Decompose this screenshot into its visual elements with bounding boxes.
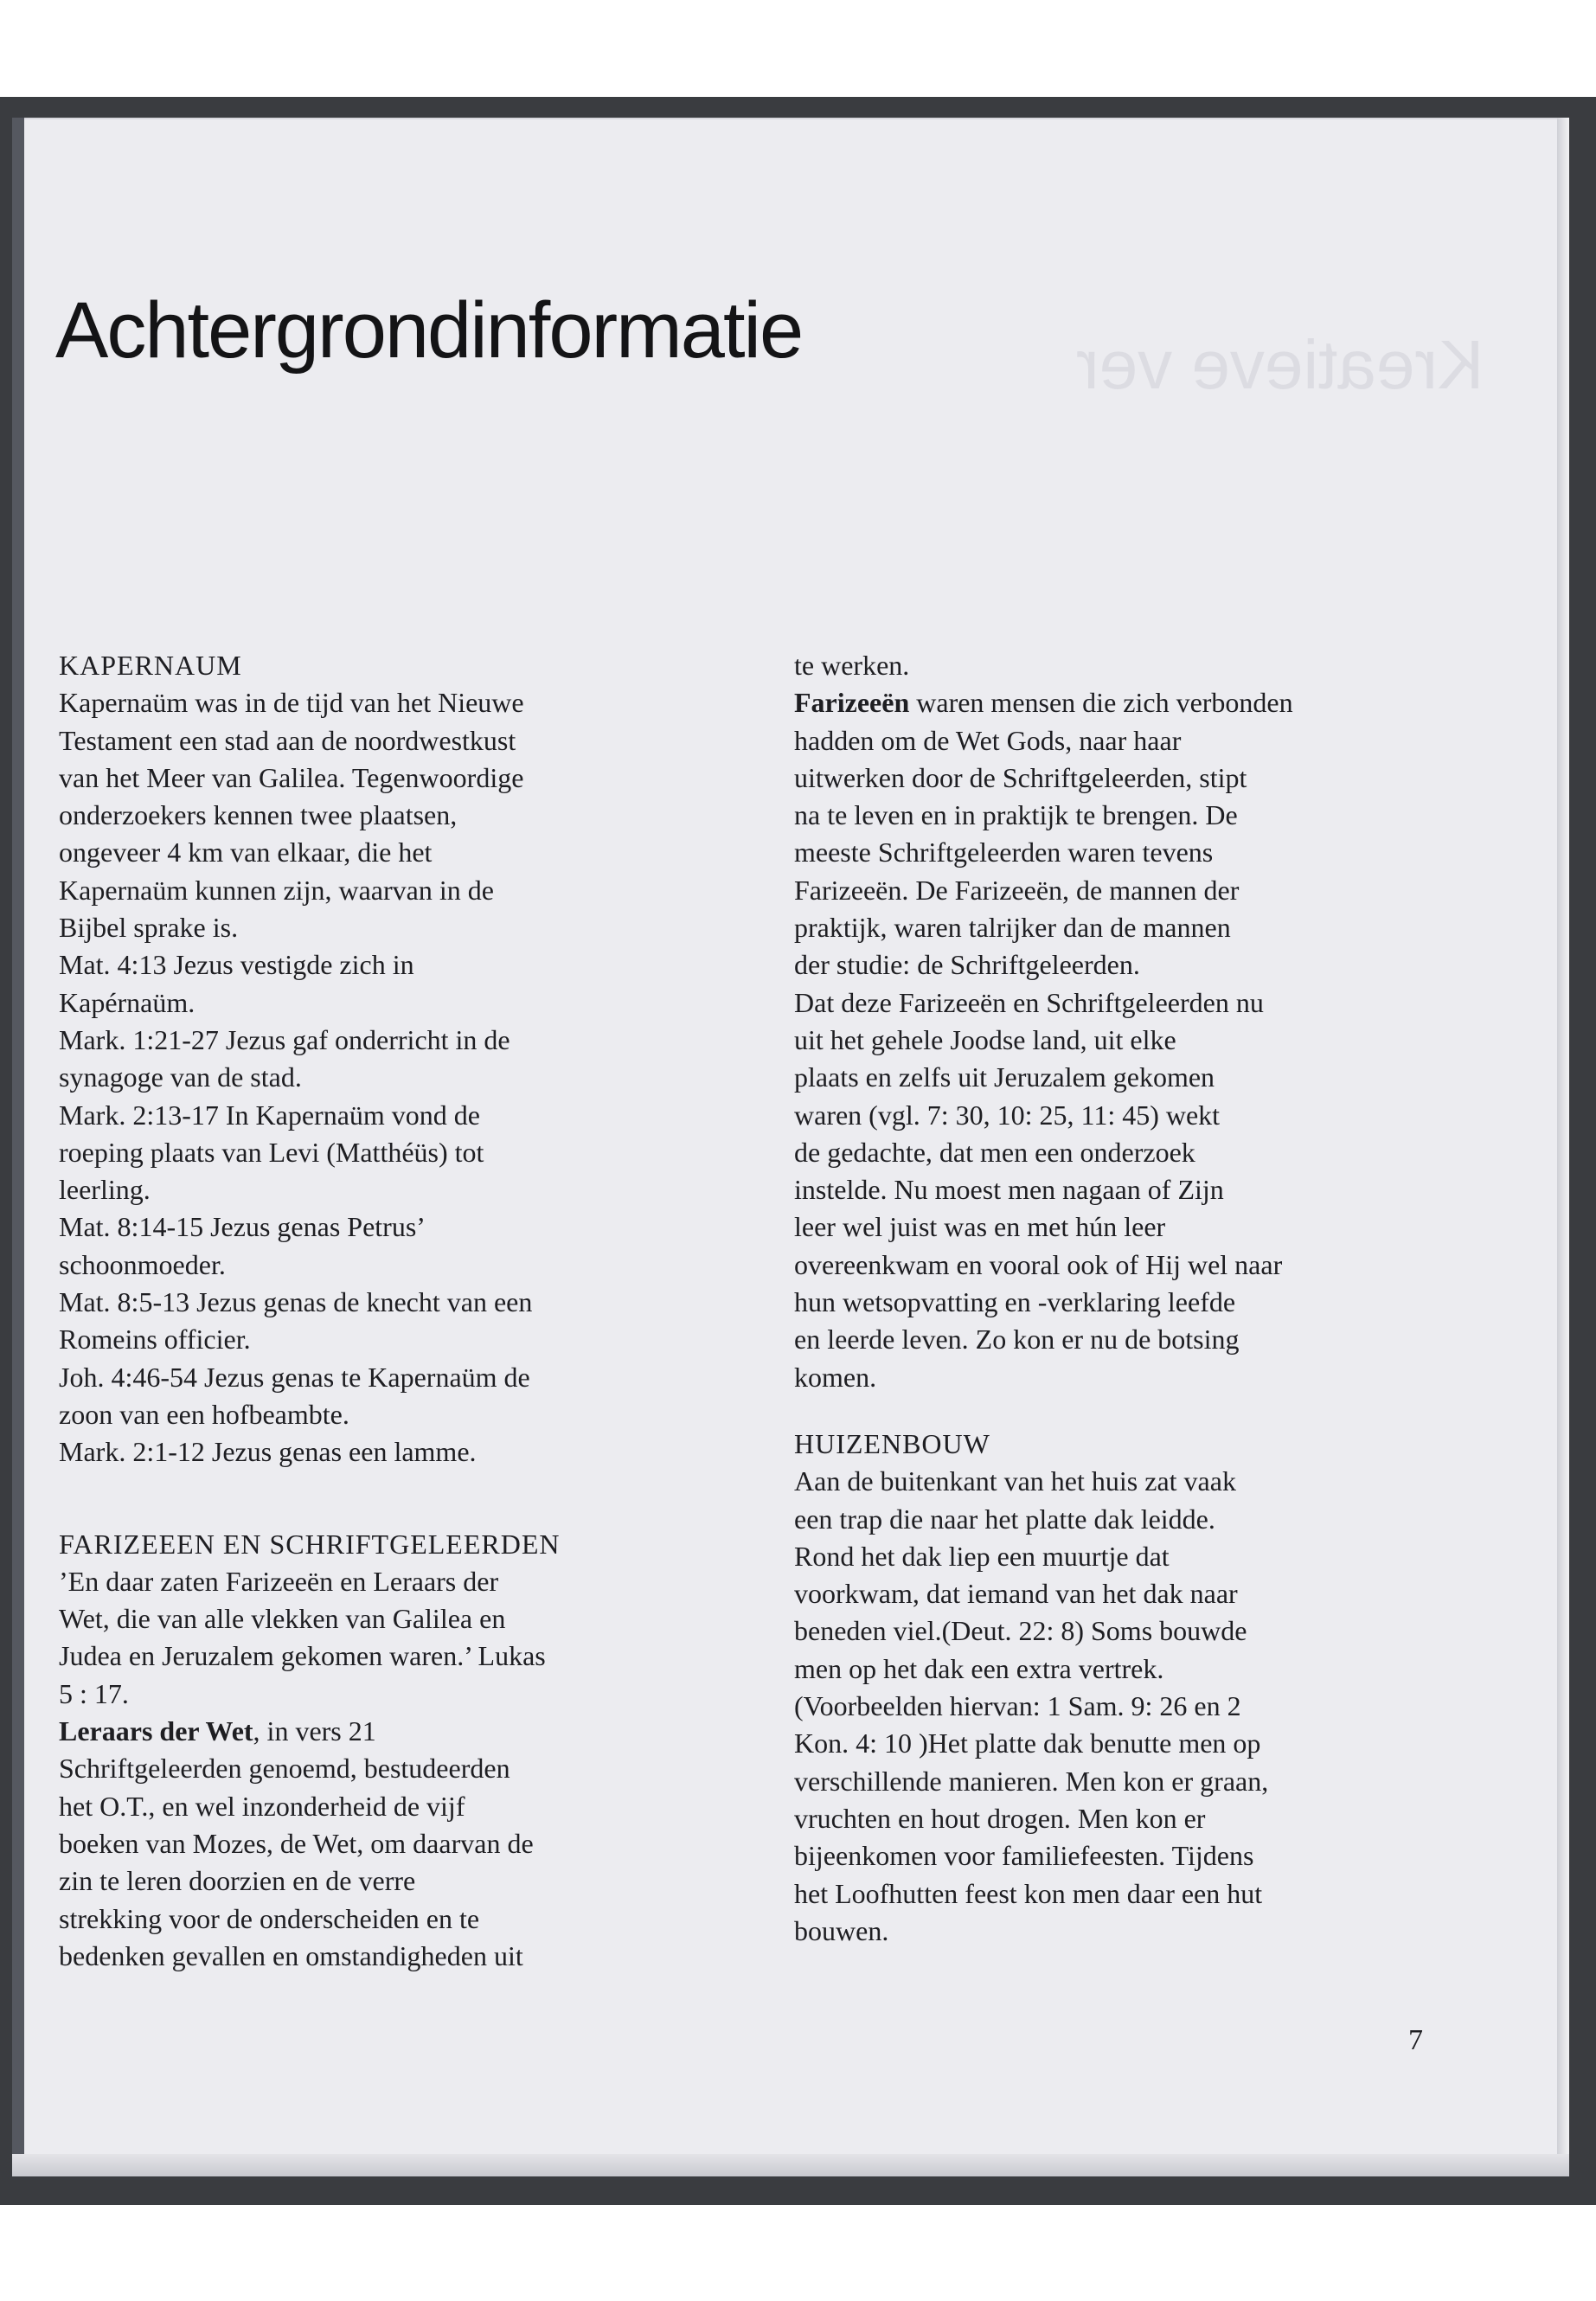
text-line: beneden viel.(Deut. 22: 8) Soms bouwde xyxy=(794,1615,1247,1647)
text-line xyxy=(59,1713,794,1750)
text-line: Dat deze Farizeeën en Schriftgeleerden nu xyxy=(794,986,1264,1018)
text-line: vruchten en hout drogen. Men kon er xyxy=(794,1802,1206,1834)
section-heading: KAPERNAUM xyxy=(59,650,242,681)
text-line: zin te leren doorzien en de verre xyxy=(59,1865,416,1897)
section-heading: HUIZENBOUW xyxy=(794,1427,990,1459)
page-edge xyxy=(1557,118,1569,2176)
text-line: hun wetsopvatting en -verklaring leefde xyxy=(794,1286,1236,1318)
text-line: Mark. 2:1-12 Jezus genas een lamme. xyxy=(59,1436,477,1468)
bold-term: Farizeeën xyxy=(794,687,910,719)
text-line: een trap die naar het platte dak leidde. xyxy=(794,1503,1215,1535)
text-line: Kon. 4: 10 )Het platte dak benutte men op xyxy=(794,1727,1261,1759)
text-line: plaats en zelfs uit Jeruzalem gekomen xyxy=(794,1061,1215,1093)
text-line-rest: waren mensen die zich verbonden xyxy=(909,687,1293,719)
text-line: Mark. 1:21-27 Jezus gaf onderricht in de xyxy=(59,1023,510,1055)
section-heading: FARIZEEEN EN SCHRIFTGELEERDEN xyxy=(59,1528,561,1560)
text-line: men op het dak een extra vertrek. xyxy=(794,1652,1164,1684)
text-line: Wet, die van alle vlekken van Galilea en xyxy=(59,1603,506,1635)
text-line: na te leven en in praktijk te brengen. De xyxy=(794,799,1238,831)
text-line: Rond het dak liep een muurtje dat xyxy=(794,1540,1170,1572)
text-line: bouwen. xyxy=(794,1914,889,1946)
text-line: (Voorbeelden hiervan: 1 Sam. 9: 26 en 2 xyxy=(794,1690,1241,1722)
show-through-text: Kreatieve ver xyxy=(1076,326,1484,403)
text-line: hadden om de Wet Gods, naar haar xyxy=(794,724,1182,756)
book-cover xyxy=(0,97,1596,2205)
text-line: leerling. xyxy=(59,1174,151,1206)
text-line: Schriftgeleerden genoemd, bestudeerden xyxy=(59,1753,510,1785)
book-page xyxy=(12,118,1569,2176)
text-line: voorkwam, dat iemand van het dak naar xyxy=(794,1578,1238,1610)
text-line: bijeenkomen voor familiefeesten. Tijdens xyxy=(794,1840,1254,1872)
text-line: overeenkwam en vooral ook of Hij wel naar xyxy=(794,1248,1283,1280)
text-line: te werken. xyxy=(794,650,910,681)
text-line: 5 : 17. xyxy=(59,1677,129,1709)
text-line: ongeveer 4 km van elkaar, die het xyxy=(59,836,433,868)
text-line: leer wel juist was en met hún leer xyxy=(794,1211,1166,1243)
text-line: Testament een stad aan de noordwestkust xyxy=(59,724,516,756)
text-line: het O.T., en wel inzonderheid de vijf xyxy=(59,1790,465,1822)
text-line: Kapernaüm kunnen zijn, waarvan in de xyxy=(59,874,494,906)
text-line: Kapérnaüm. xyxy=(59,986,195,1018)
page-bottom-edge xyxy=(12,2154,1569,2176)
right-column xyxy=(794,647,1486,1950)
text-line: praktijk, waren talrijker dan de mannen xyxy=(794,912,1231,944)
text-line: zoon van een hofbeambte. xyxy=(59,1398,349,1430)
text-line: bedenken gevallen en omstandigheden uit xyxy=(59,1939,523,1971)
text-line: synagoge van de stad. xyxy=(59,1061,302,1093)
bold-term: Leraars der Wet xyxy=(59,1715,253,1747)
text-line: Mat. 4:13 Jezus vestigde zich in xyxy=(59,949,414,981)
text-line xyxy=(794,684,1486,721)
text-line: verschillende manieren. Men kon er graan, xyxy=(794,1765,1269,1797)
text-line: Bijbel sprake is. xyxy=(59,912,239,944)
text-line: Romeins officier. xyxy=(59,1324,251,1356)
text-line: Aan de buitenkant van het huis zat vaak xyxy=(794,1465,1236,1497)
text-line: der studie: de Schriftgeleerden. xyxy=(794,949,1140,981)
text-line: Kapernaüm was in de tijd van het Nieuwe xyxy=(59,687,524,719)
page-number: 7 xyxy=(1408,2024,1423,2056)
text-line: uitwerken door de Schriftgeleerden, stipt xyxy=(794,761,1247,793)
text-line: waren (vgl. 7: 30, 10: 25, 11: 45) wekt xyxy=(794,1099,1221,1131)
text-line: Joh. 4:46-54 Jezus genas te Kapernaüm de xyxy=(59,1361,530,1393)
left-column xyxy=(59,647,794,1975)
text-line: instelde. Nu moest men nagaan of Zijn xyxy=(794,1174,1224,1206)
text-line: van het Meer van Galilea. Tegenwoordige xyxy=(59,761,524,793)
text-line: Mat. 8:14-15 Jezus genas Petrus’ xyxy=(59,1211,426,1243)
text-line: Mat. 8:5-13 Jezus genas de knecht van een xyxy=(59,1286,533,1318)
page-binding xyxy=(12,118,24,2176)
text-line: het Loofhutten feest kon men daar een hut xyxy=(794,1877,1263,1909)
text-line: de gedachte, dat men een onderzoek xyxy=(794,1136,1195,1168)
text-line: komen. xyxy=(794,1361,877,1393)
text-line: onderzoekers kennen twee plaatsen, xyxy=(59,799,458,831)
text-line: strekking voor de onderscheiden en te xyxy=(59,1902,480,1934)
text-line: roeping plaats van Levi (Matthéüs) tot xyxy=(59,1136,484,1168)
text-line: Farizeeën. De Farizeeën, de mannen der xyxy=(794,874,1240,906)
text-line: meeste Schriftgeleerden waren tevens xyxy=(794,836,1214,868)
page-title: Achtergrondinformatie xyxy=(55,286,803,375)
text-line: Mark. 2:13-17 In Kapernaüm vond de xyxy=(59,1099,480,1131)
text-line-rest: , in vers 21 xyxy=(253,1715,376,1747)
text-line: uit het gehele Joodse land, uit elke xyxy=(794,1023,1176,1055)
text-line: Judea en Jeruzalem gekomen waren.’ Lukas xyxy=(59,1640,546,1672)
text-line: boeken van Mozes, de Wet, om daarvan de xyxy=(59,1827,534,1859)
text-line: ’En daar zaten Farizeeën en Leraars der xyxy=(59,1565,499,1597)
text-line: en leerde leven. Zo kon er nu de botsing xyxy=(794,1324,1240,1356)
text-line: schoonmoeder. xyxy=(59,1248,226,1280)
